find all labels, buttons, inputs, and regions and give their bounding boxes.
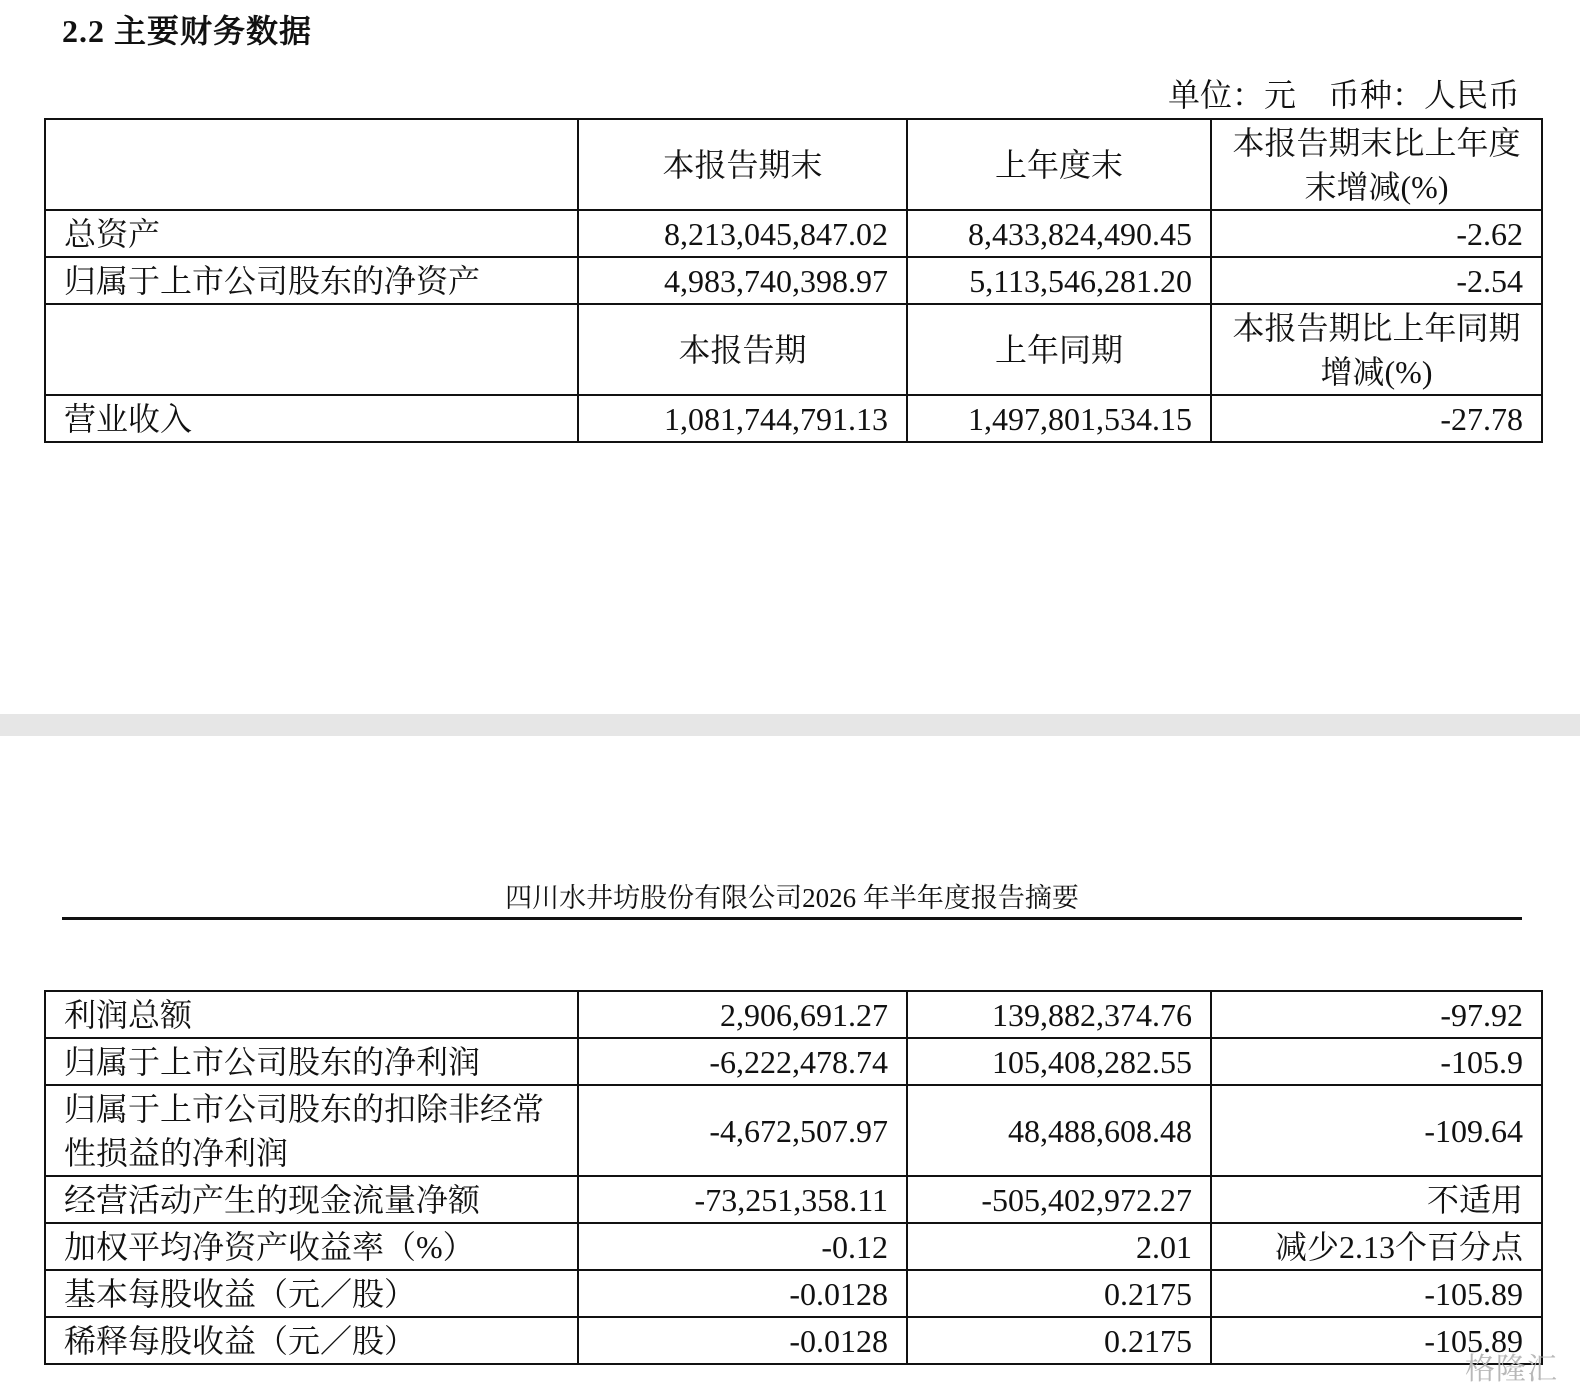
value-current: -0.12 [578,1223,907,1270]
row-label: 归属于上市公司股东的净资产 [45,257,578,304]
table-row [45,395,1542,442]
value-change: -105.89 [1211,1317,1542,1364]
value-current: 1,081,744,791.13 [578,395,907,442]
value-current: 8,213,045,847.02 [578,210,907,257]
value-change: -109.64 [1211,1085,1542,1176]
header-rule [62,917,1522,920]
unit-note: 单位：元 币种：人民币 [1167,77,1520,113]
value-change: -2.54 [1211,257,1542,304]
value-change: -105.89 [1211,1270,1542,1317]
row-label: 加权平均净资产收益率（%） [45,1223,578,1270]
value-prior: 8,433,824,490.45 [907,210,1211,257]
row-label: 稀释每股收益（元／股） [45,1317,578,1364]
value-change: -105.9 [1211,1038,1542,1085]
value-change: -27.78 [1211,395,1542,442]
value-prior: -505,402,972.27 [907,1176,1211,1223]
running-header: 四川水井坊股份有限公司2026 年半年度报告摘要 [505,883,1079,913]
value-change: -2.62 [1211,210,1542,257]
row-label: 归属于上市公司股东的扣除非经常性损益的净利润 [45,1085,578,1176]
table-row [45,1176,1542,1223]
header-cell-period: 本报告期 [578,304,907,395]
header-cell-prior-year-end: 上年度末 [907,119,1211,210]
row-label: 归属于上市公司股东的净利润 [45,1038,578,1085]
value-current: -4,672,507.97 [578,1085,907,1176]
value-change: 不适用 [1211,1176,1542,1223]
page-separator [0,714,1580,736]
value-current: 4,983,740,398.97 [578,257,907,304]
header-cell-change-pct: 本报告期比上年同期增减(%) [1211,304,1542,395]
row-label: 基本每股收益（元／股） [45,1270,578,1317]
header-cell-prior-period: 上年同期 [907,304,1211,395]
financial-table-top [44,118,1543,443]
value-prior: 2.01 [907,1223,1211,1270]
value-prior: 105,408,282.55 [907,1038,1211,1085]
value-current: -6,222,478.74 [578,1038,907,1085]
value-prior: 5,113,546,281.20 [907,257,1211,304]
value-change: 减少2.13个百分点 [1211,1223,1542,1270]
table-row [45,1038,1542,1085]
value-current: -0.0128 [578,1317,907,1364]
table-header-row [45,304,1542,395]
value-prior: 0.2175 [907,1270,1211,1317]
table-row [45,210,1542,257]
header-cell-item [45,304,578,395]
row-label: 经营活动产生的现金流量净额 [45,1176,578,1223]
row-label: 利润总额 [45,991,578,1038]
table-row [45,1317,1542,1364]
value-change: -97.92 [1211,991,1542,1038]
header-cell-item [45,119,578,210]
row-label: 总资产 [45,210,578,257]
table-row [45,257,1542,304]
header-cell-change-pct: 本报告期末比上年度末增减(%) [1211,119,1542,210]
watermark-logo: 格隆汇 [1465,1353,1558,1386]
value-current: -73,251,358.11 [578,1176,907,1223]
value-current: -0.0128 [578,1270,907,1317]
financial-table-bottom [44,990,1543,1365]
row-label: 营业收入 [45,395,578,442]
table-row [45,991,1542,1038]
table-row [45,1223,1542,1270]
value-prior: 48,488,608.48 [907,1085,1211,1176]
value-prior: 1,497,801,534.15 [907,395,1211,442]
table-row [45,1085,1542,1176]
section-title: 2.2 主要财务数据 [62,13,313,49]
table-row [45,1270,1542,1317]
value-prior: 0.2175 [907,1317,1211,1364]
value-current: 2,906,691.27 [578,991,907,1038]
header-cell-period-end: 本报告期末 [578,119,907,210]
value-prior: 139,882,374.76 [907,991,1211,1038]
table-header-row [45,119,1542,210]
